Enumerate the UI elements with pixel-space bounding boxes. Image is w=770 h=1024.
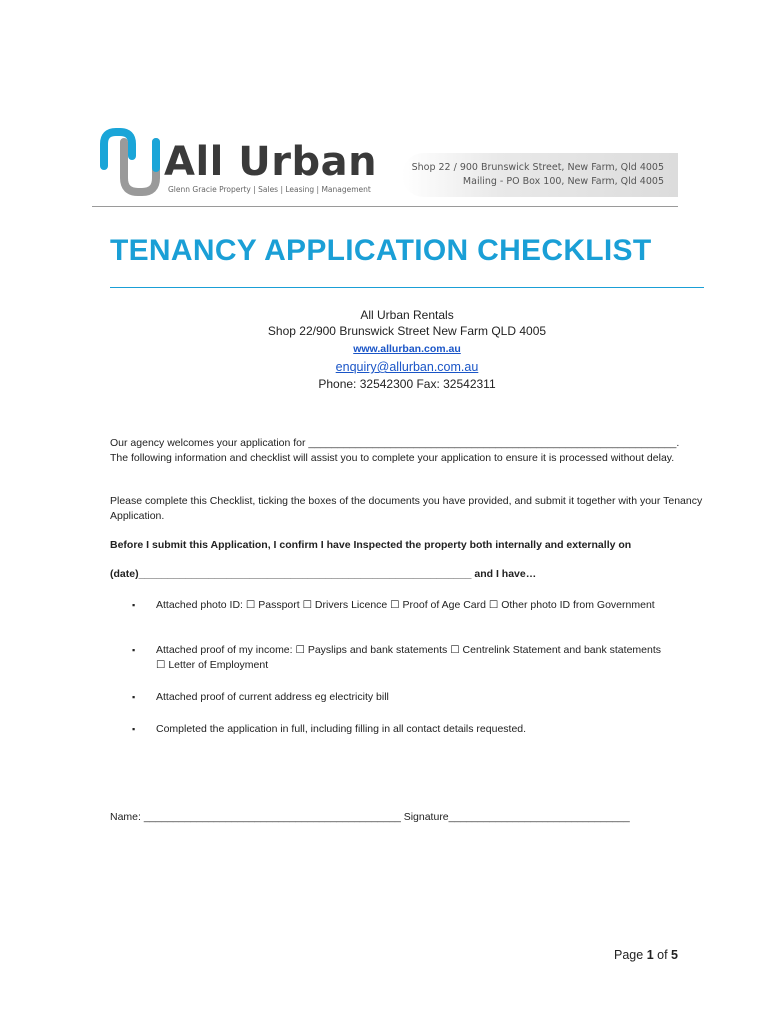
agency-address: Shop 22/900 Brunswick Street New Farm QLD 4005 <box>267 324 547 338</box>
checklist <box>110 598 670 742</box>
checklist-item-text: Completed the application in full, including filling in all contact details requested. <box>156 723 527 735</box>
name-signature-line: Name: ____________________________________________ Signature_______________________________ <box>110 811 630 823</box>
page-label: Page <box>614 948 644 962</box>
checklist-item-photo-id <box>110 598 670 643</box>
checklist-item-income <box>110 643 670 690</box>
page-of: of <box>657 948 668 962</box>
document-title: TENANCY APPLICATION CHECKLIST <box>110 234 652 267</box>
website-link[interactable]: www.allurban.com.au <box>353 343 461 355</box>
welcome-line: Our agency welcomes your application for _______________________________________________________________. <box>110 437 680 449</box>
letterhead-street-address: Shop 22 / 900 Brunswick Street, New Farm, Qld 4005 <box>411 162 664 173</box>
logo-au-mark-icon <box>98 128 164 198</box>
checklist-item-text: Attached proof of my income: ☐ Payslips and bank statements ☐ Centrelink Statement and bank statements ☐ Letter of Employment <box>156 644 661 671</box>
all-urban-logo <box>98 128 388 200</box>
header-divider <box>92 206 678 207</box>
bullet-icon: ▪ <box>132 645 136 655</box>
brand-tagline: Glenn Gracie Property | Sales | Leasing | Management <box>168 185 371 194</box>
brand-name: All Urban <box>164 139 378 185</box>
bullet-icon: ▪ <box>132 600 136 610</box>
welcome-paragraph <box>110 436 710 466</box>
bullet-icon: ▪ <box>132 724 136 734</box>
page-total: 5 <box>671 948 678 962</box>
agency-contact-block <box>110 307 704 392</box>
page-current: 1 <box>646 948 654 962</box>
inspection-date-line: (date)_________________________________________________________ and I have… <box>110 568 537 580</box>
checklist-item-text: Attached photo ID: ☐ Passport ☐ Drivers Licence ☐ Proof of Age Card ☐ Other photo ID from Government <box>156 599 655 611</box>
page-number <box>614 948 678 962</box>
checklist-item-address-proof <box>110 690 670 722</box>
letterhead-mailing-address: Mailing - PO Box 100, New Farm, Qld 4005 <box>462 176 664 187</box>
title-underline <box>110 287 704 288</box>
checklist-item-completed <box>110 722 670 742</box>
checklist-item-text: Attached proof of current address eg electricity bill <box>156 691 389 703</box>
letterhead-address-box <box>402 153 678 197</box>
confirm-statement: Before I submit this Application, I confirm I have Inspected the property both internally and externally on <box>110 539 632 551</box>
welcome-line-2: The following information and checklist will assist you to complete your application to ensure it is processed without delay. <box>110 452 675 464</box>
agency-name: All Urban Rentals <box>360 308 454 322</box>
email-link[interactable]: enquiry@allurban.com.au <box>335 360 479 374</box>
phone-fax: Phone: 32542300 Fax: 32542311 <box>318 377 496 391</box>
instructions-paragraph: Please complete this Checklist, ticking the boxes of the documents you have provided, and submit it together with your Tenancy Application. <box>110 495 703 522</box>
bullet-icon: ▪ <box>132 692 136 702</box>
